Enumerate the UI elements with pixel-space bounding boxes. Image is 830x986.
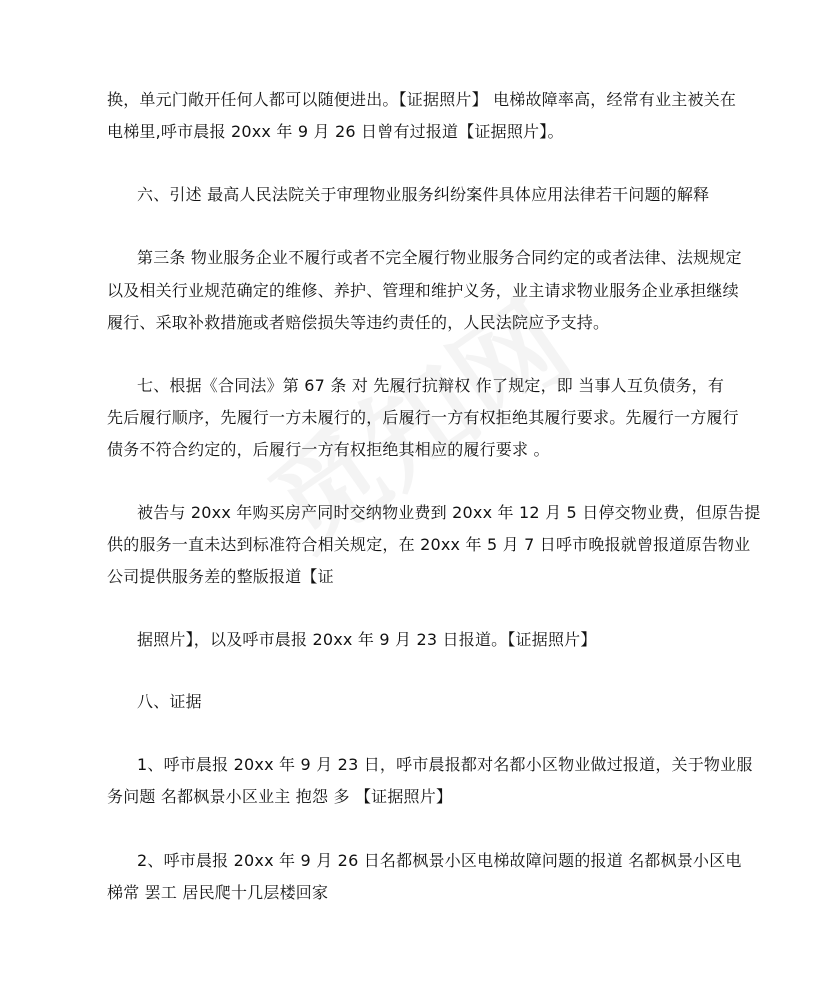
text-line-10: 被告与 20xx 年购买房产同时交纳物业费到 20xx 年 12 月 5 日停交物业费，但原告提 (137, 503, 761, 522)
evidence-item-1-cont: 务问题 名都枫景小区业主 抱怨 多 【证据照片】 (107, 787, 453, 806)
text-line-11: 供的服务一直未达到标准符合相关规定，在 20xx 年 5 月 7 日呼市晚报就曾报道原告物业 (107, 535, 751, 554)
text-line-13: 据照片】，以及呼市晨报 20xx 年 9 月 23 日报道。【证据照片】 (137, 630, 597, 649)
text-line-6: 履行、采取补救措施或者赔偿损失等违约责任的，人民法院应予支持。 (107, 313, 610, 332)
text-line-2: 电梯里,呼市晨报 20xx 年 9 月 26 日曾有过报道【证据照片】。 (107, 122, 564, 141)
evidence-item-1: 1、呼市晨报 20xx 年 9 月 23 日，呼市晨报都对名都小区物业做过报道，关于物业服 (137, 755, 753, 774)
text-line-9: 债务不符合约定的，后履行一方有权拒绝其相应的履行要求 。 (107, 440, 550, 459)
evidence-item-2: 2、呼市晨报 20xx 年 9 月 26 日名都枫景小区电梯故障问题的报道 名都枫景小区电 (137, 851, 742, 870)
section-heading-6: 六、引述 最高人民法院关于审理物业服务纠纷案件具体应用法律若干问题的解释 (137, 185, 710, 204)
text-line-12: 公司提供服务差的整版报道【证 (107, 567, 334, 586)
text-line-4: 第三条 物业服务企业不履行或者不完全履行物业服务合同约定的或者法律、法规规定 (137, 248, 742, 267)
text-line-5: 以及相关行业规范确定的维修、养护、管理和维护义务，业主请求物业服务企业承担继续 (107, 281, 739, 300)
section-heading-7: 七、根据《合同法》第 67 条 对 先履行抗辩权 作了规定，即 当事人互负债务，有 (137, 376, 725, 395)
section-heading-8: 八、证据 (137, 692, 202, 711)
evidence-item-2-cont: 梯常 罢工 居民爬十几层楼回家 (107, 883, 329, 902)
text-line-8: 先后履行顺序，先履行一方未履行的，后履行一方有权拒绝其履行要求。先履行一方履行 (107, 408, 739, 427)
text-line-1: 换，单元门敞开任何人都可以随便进出。【证据照片】 电梯故障率高，经常有业主被关在 (107, 90, 737, 109)
